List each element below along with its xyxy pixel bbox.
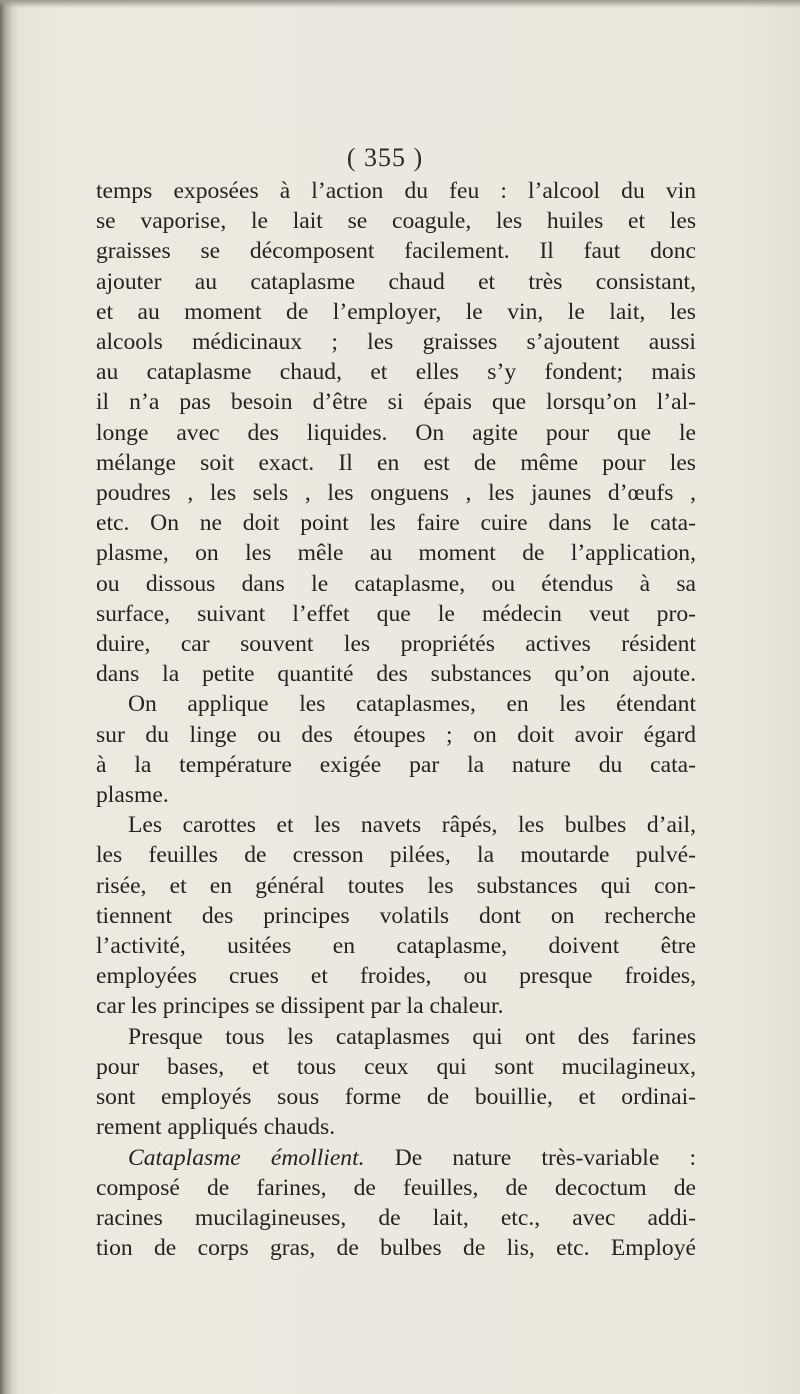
text-line xyxy=(96,750,696,780)
text-line xyxy=(96,1233,696,1263)
line-text: rement appliqués chauds. xyxy=(96,1114,336,1141)
text-line xyxy=(96,176,696,206)
line-text: duire, car souvent les propriétés actives résident xyxy=(96,631,696,658)
line-text: etc. On ne doit point les faire cuire dans le cata- xyxy=(96,510,696,537)
line-text: surface, suivant l’effet que le médecin veut pro- xyxy=(96,600,696,627)
line-text: graisses se décomposent facilement. Il faut donc xyxy=(96,238,696,265)
line-text: composé de farines, de feuilles, de decoctum de xyxy=(96,1174,696,1201)
line-text: pour bases, et tous ceux qui sont mucilagineux, xyxy=(96,1053,696,1080)
text-line xyxy=(96,810,696,840)
text-line xyxy=(96,418,696,448)
text-line xyxy=(96,478,696,508)
line-text: tion de corps gras, de bulbes de lis, etc. Employé xyxy=(96,1235,696,1262)
binding-shadow xyxy=(0,0,18,1394)
text-line xyxy=(96,327,696,357)
line-text: mélange soit exact. Il en est de même pour les xyxy=(96,449,696,476)
text-line xyxy=(96,508,696,538)
line-text: Presque tous les cataplasmes qui ont des farines xyxy=(128,1023,696,1050)
line-text: car les principes se dissipent par la chaleur. xyxy=(96,993,504,1020)
line-text: au cataplasme chaud, et elles s’y fondent; mais xyxy=(96,359,696,386)
text-line xyxy=(96,871,696,901)
line-text: se vaporise, le lait se coagule, les huiles et les xyxy=(96,208,696,235)
line-text: à la température exigée par la nature du cata- xyxy=(96,751,696,778)
text-line xyxy=(96,780,696,810)
text-line xyxy=(96,297,696,327)
text-line xyxy=(96,961,696,991)
body-text xyxy=(96,176,696,1263)
page-number: ( 355 ) xyxy=(346,143,424,172)
text-line xyxy=(96,840,696,870)
line-text: Les carottes et les navets râpés, les bulbes d’ail, xyxy=(128,812,696,839)
text-line xyxy=(96,991,696,1021)
line-text: sur du linge ou des étoupes ; on doit avoir égard xyxy=(96,721,696,748)
page-top-edge xyxy=(0,0,800,8)
line-text: plasme. xyxy=(96,782,169,809)
text-line xyxy=(96,1173,696,1203)
line-text: ajouter au cataplasme chaud et très consistant, xyxy=(96,268,696,295)
line-text: On applique les cataplasmes, en les étendant xyxy=(128,691,696,718)
line-text: longe avec des liquides. On agite pour que le xyxy=(96,419,696,446)
text-line xyxy=(96,720,696,750)
text-line xyxy=(96,689,696,719)
line-text: poudres , les sels , les onguens , les jaunes d’œufs , xyxy=(96,480,696,507)
text-line xyxy=(96,267,696,297)
text-line xyxy=(96,206,696,236)
text-line xyxy=(96,629,696,659)
line-text: l’activité, usitées en cataplasme, doivent être xyxy=(96,933,696,960)
text-line xyxy=(96,659,696,689)
text-line xyxy=(96,599,696,629)
text-line xyxy=(96,448,696,478)
line-text: employées crues et froides, ou presque froides, xyxy=(96,963,696,990)
text-line xyxy=(96,538,696,568)
line-text: alcools médicinaux ; les graisses s’ajoutent aussi xyxy=(96,329,696,356)
text-line xyxy=(96,1022,696,1052)
line-text: sont employés sous forme de bouillie, et ordinai- xyxy=(96,1084,696,1111)
text-line xyxy=(96,1143,696,1173)
text-line xyxy=(96,1052,696,1082)
text-line xyxy=(96,931,696,961)
text-line xyxy=(96,1112,696,1142)
text-line xyxy=(96,357,696,387)
line-text: ou dissous dans le cataplasme, ou étendus à sa xyxy=(96,570,696,597)
line-text: racines mucilagineuses, de lait, etc., avec addi- xyxy=(96,1204,696,1231)
text-line xyxy=(96,901,696,931)
line-text: dans la petite quantité des substances qu’on ajoute. xyxy=(96,661,696,688)
line-text: temps exposées à l’action du feu : l’alcool du vin xyxy=(96,178,696,204)
text-line xyxy=(96,236,696,266)
text-line xyxy=(96,387,696,417)
line-text: tiennent des principes volatils dont on recherche xyxy=(96,902,696,929)
line-text: De nature très-variable : xyxy=(364,1144,696,1171)
line-text: et au moment de l’employer, le vin, le lait, les xyxy=(96,298,696,325)
line-text: il n’a pas besoin d’être si épais que lorsqu’on l’al- xyxy=(96,389,696,416)
text-line xyxy=(96,1203,696,1233)
italic-term: Cataplasme émollient. xyxy=(128,1144,365,1171)
text-line xyxy=(96,569,696,599)
line-text: risée, et en général toutes les substances qui con- xyxy=(96,872,696,899)
text-line xyxy=(96,1082,696,1112)
line-text: plasme, on les mêle au moment de l’application, xyxy=(96,540,696,567)
line-text: les feuilles de cresson pilées, la moutarde pulvé- xyxy=(96,842,696,869)
